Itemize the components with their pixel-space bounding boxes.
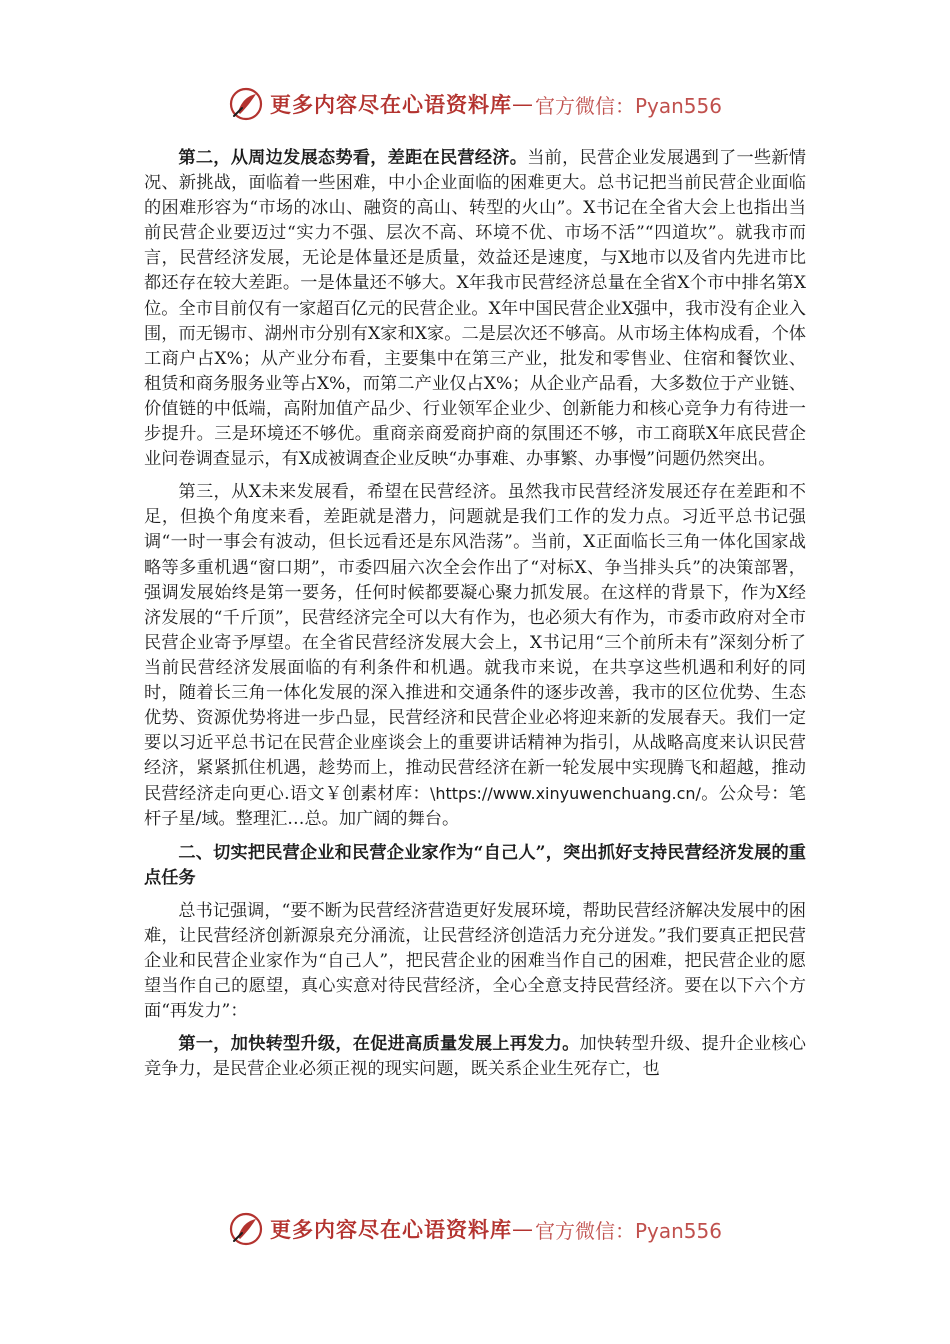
banner-wechat: 官方微信：Pyan556 [534, 93, 722, 118]
paragraph-future [144, 480, 806, 832]
banner-brand: 更多内容尽在心语资料库 [269, 93, 512, 117]
banner-dash: — [511, 92, 533, 116]
paragraph-text: 当前，民营企业发展遇到了一些新情况、新挑战，面临着一些困难，中小企业面临的困难更大。总书记把当前民营企业面临的困难形容为“市场的冰山、融资的高山、转型的火山”。X书记在全省大会上也指出当前民营企业要迈过“实力不强、层次不高、环境不优、市场不活”“四道坎”。就我市而言，民营经济发展，无论是体量还是质量，效益还是速度，与X地市以及省内先进市比都还存在较大差距。一是体量还不够大。X年我市民营经济总量在全省X个市中排名第X位。全市目前仅有一家超百亿元的民营企业。X年中国民营企业X强中，我市没有企业入围，而无锡市、湖州市分别有X家和X家。二是层次还不够高。从市场主体构成看，个体工商户占X%；从产业分布看，主要集中在第三产业，批发和零售业、住宿和餐饮业、租赁和商务服务业等占X%，而第二产业仅占X%；从企业产品看，大多数位于产业链、价值链的中低端，高附加值产品少、行业领军企业少、创新能力和核心竞争力有待进一步提升。三是环境还不够优。重商亲商爱商护商的氛围还不够，市工商联X年底民营企业问卷调查显示，有X成被调查企业反映“办事难、办事繁、办事慢”问题仍然突出。 [144, 148, 806, 470]
paragraph-text: 加快转型升级、提升企业核心竞争力，是民营企业必须正视的现实问题，既关系企业生死存亡，也 [144, 1034, 806, 1080]
paragraph-first-task [144, 1032, 806, 1082]
logo-icon [228, 86, 264, 122]
banner-wechat: 官方微信：Pyan556 [534, 1218, 722, 1243]
header-banner [0, 82, 950, 126]
section-heading: 二、切实把民营企业和民营企业家作为“自己人”，突出抓好支持民营经济发展的重点任务 [144, 842, 806, 888]
paragraph-periphery [144, 146, 806, 472]
paragraph-text: 第三，从X未来发展看，希望在民营经济。虽然我市民营经济发展还存在差距和不足，但换个角度来看，差距就是潜力，问题就是我们工作的发力点。习近平总书记强调“一时一事会有波动，但长远看还是东风浩荡”。当前，X正面临长三角一体化国家战略等多重机遇“窗口期”，市委四届六次全会作出了“对标X、争当排头兵”的决策部署，强调发展始终是第一要务，任何时候都要凝心聚力抓发展。在这样的背景下，作为X经济发展的“千斤顶”，民营经济完全可以大有作为，也必须大有作为，市委市政府对全市民营企业寄予厚望。在全省民营经济发展大会上，X书记用“三个前所未有”深刻分析了当前民营经济发展面临的有利条件和机遇。就我市来说，在共享这些机遇和利好的同时，随着长三角一体化发展的深入推进和交通条件的逐步改善，我市的区位优势、生态优势、资源优势将进一步凸显，民营经济和民营企业必将迎来新的发展春天。我们一定要以习近平总书记在民营企业座谈会上的重要讲话精神为指引，从战略高度来认识民营经济，紧紧抓住机遇，趁势而上，推动民营经济在新一轮发展中实现腾飞和超越，推动民营经济走向更心.语文￥创素材库： [144, 482, 806, 805]
paragraph-quote: 总书记强调，“要不断为民营经济营造更好发展环境，帮助民营经济解决发展中的困难，让民营经济创新源泉充分涌流，让民营经济创造活力充分迸发。”我们要真正把民营企业和民营企业家作为“自己人”，把民营企业的困难当作自己的困难，把民营企业的愿望当作自己的愿望，真心实意对待民营经济，全心全意支持民营经济。要在以下六个方面“再发力”： [144, 900, 806, 1022]
footer-banner [0, 1207, 950, 1251]
source-url: \https://www.xinyuwenchuang.cn/ [429, 784, 701, 804]
banner-dash: — [511, 1217, 533, 1241]
banner-brand: 更多内容尽在心语资料库 [269, 1218, 512, 1242]
paragraph-text: 。公众号：笔杆子星/域。整理汇…总。加广阔的舞台。 [144, 784, 806, 830]
paragraph-lead: 第一，加快转型升级，在促进高质量发展上再发力。 [178, 1034, 580, 1055]
logo-icon [228, 1211, 264, 1247]
document-body [144, 146, 806, 1090]
paragraph-lead: 第二，从周边发展态势看，差距在民营经济。 [178, 148, 528, 168]
